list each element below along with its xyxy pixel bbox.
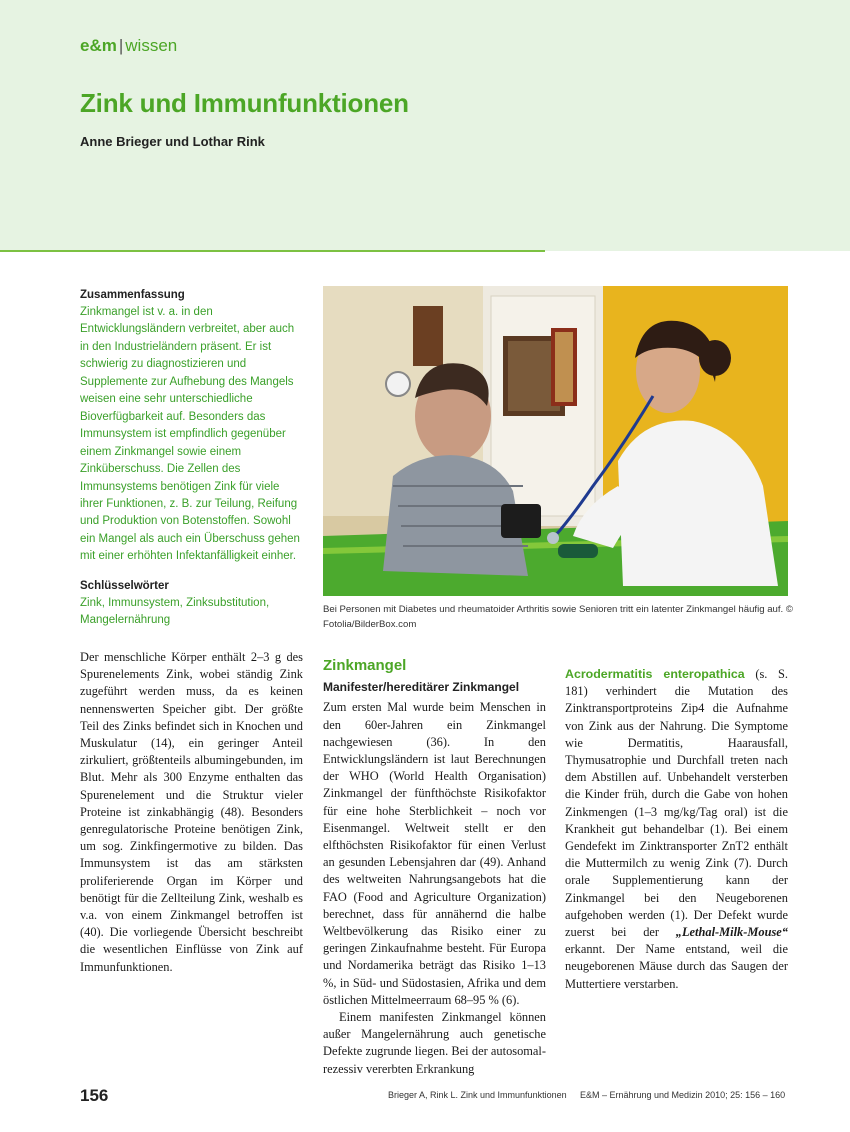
header-divider <box>0 250 545 252</box>
keywords-heading: Schlüsselwörter <box>80 579 169 592</box>
section-tag <box>80 36 177 56</box>
paragraph-text: (s. S. 181) verhindert die Mutation des Zinktransportproteins Zip4 die Aufnahme von Zink aus der Nahrung. Die Symptome wie Dermatitis, Haarausfall, Thymusatrophie und Durchfall treten nach dem Abstillen auf. Unbehandelt versterben die Kinder früh, durch die Gabe von hohen Zinkmengen (1–3 mg/kg/Tag oral) ist die Krankheit gut behandelbar (1). Bei einem Gendefekt im Zinktransporter ZnT2 enthält die Muttermilch zu wenig Zink (7). Durch orale Supplementierung kann der Zinkmangel bei den Neugeborenen aufgehoben werden (1). Der Defekt wurde zuerst bei der <box>565 667 788 940</box>
highlighted-term: Acrodermatitis enteropathica <box>565 667 745 681</box>
footer-journal: E&M – Ernährung und Medizin 2010; 25: 156 – 160 <box>580 1090 786 1100</box>
body-column-2 <box>323 657 546 1078</box>
abstract-text: Zinkmangel ist v. a. in den Entwicklungsländern verbreitet, aber auch in den Industrieländern präsent. Er ist schwierig zu diagnostizieren und Supplemente zur Aufhebung des Mangels weisen eine sehr unterschiedliche Bioverfügbarkeit auf. Besonders das Immunsystem ist empfindlich gegenüber einem Zinkmangel sowie einem Zinküberschuss. Die Zellen des Immunsystems benötigen Zink für viele ihrer Funktionen, z. B. zur Teilung, Reifung und Produktion von Botenstoffen. Sowohl ein Mangel als auch ein Überschuss gehen mit einer erhöhten Infektanfälligkeit einher. <box>80 306 300 563</box>
abstract-heading: Zusammenfassung <box>80 289 185 301</box>
keywords-text: Zink, Immunsystem, Zinksubstitution, Mangelernährung <box>80 596 270 627</box>
body-paragraph: Zum ersten Mal wurde beim Menschen in den 60er-Jahren ein Zinkmangel nachgewiesen (36). In den Entwicklungsländern ist laut Berechnungen der WHO (World Health Organisation) Zinkmangel der fünfthöchste Risikofaktor für eine hohe Sterblichkeit – noch vor Eisenmangel. Weltweit stellt er den elfthöchsten Risikofaktor für einen Verlust an gesunden Lebensjahren dar (49). Anhand des weltweiten Nahrungsangebots hat die FAO (Food and Agriculture Organization) berechnet, dass für annähernd die halbe Weltbevölkerung das Risiko einer zu geringen Zinkaufnahme besteht. Für Europa und Nordamerika beträgt das Risiko 1–13 %, in Süd- und Südostasien, Afrika und dem östlichen Mittelmeerraum 68–95 % (6). <box>323 700 546 1007</box>
brand-separator: | <box>118 36 124 55</box>
article-authors: Anne Brieger und Lothar Rink <box>80 134 265 149</box>
journal-brand: e&m <box>80 36 117 55</box>
subsection-heading: Manifester/hereditärer Zinkmangel <box>323 680 520 695</box>
article-title: Zink und Immunfunktionen <box>80 88 409 118</box>
body-column-1 <box>80 649 303 976</box>
photo-caption: Bei Personen mit Diabetes und rheumatoider Arthritis sowie Senioren tritt ein latenter Zinkmangel häufig auf. © Fotolia/BilderBox.com <box>323 604 793 630</box>
intro-paragraph: Der menschliche Körper enthält 2–3 g des Spurenelements Zink, wobei ständig Zink zugeführt werden muss, da es keinen nennenswerten Speicher gibt. Der größte Teil des Zinks befindet sich in Knochen und Muskulatur (14), ein geringer Anteil zirkuliert, größtenteils albumingebunden, im Blut. Mehr als 300 Enzyme enthalten das Spurenelement und die Struktur vieler Proteine ist zinkabhängig (48). Besonders genregulatorische Proteine benötigen Zink, um sog. Zinkfingermotive zu bilden. Das Immunsystem ist das am stärksten proliferierende Organ im Körper und benötigt für die Zellteilung Zink, weshalb es v.a. von einem Zinkmangel betroffen ist (40). Die vorliegende Übersicht beschreibt die wesentlichen Einflüsse von Zink auf Immunfunktionen. <box>80 650 303 974</box>
body-paragraph-continued <box>565 666 788 993</box>
body-paragraph: Einem manifesten Zinkmangel können außer Mangelernährung auch genetische Defekte zugrunde liegen. Bei der autosomal-rezessiv vererbten Erkrankung <box>323 1010 546 1076</box>
abstract-box <box>80 289 305 630</box>
section-name: wissen <box>125 36 178 55</box>
body-column-3 <box>565 666 788 993</box>
footer-citation: Brieger A, Rink L. Zink und Immunfunktionen <box>388 1090 567 1100</box>
mouse-name: „Lethal-Milk-Mouse“ <box>675 925 788 940</box>
section-heading: Zinkmangel <box>323 657 407 674</box>
article-photo <box>323 286 788 596</box>
paragraph-text-end: erkannt. Der Name entstand, weil die neugeborenen Mäuse durch das Saugen der Muttertiere verstarben. <box>565 942 788 991</box>
page-number: 156 <box>80 1086 109 1105</box>
